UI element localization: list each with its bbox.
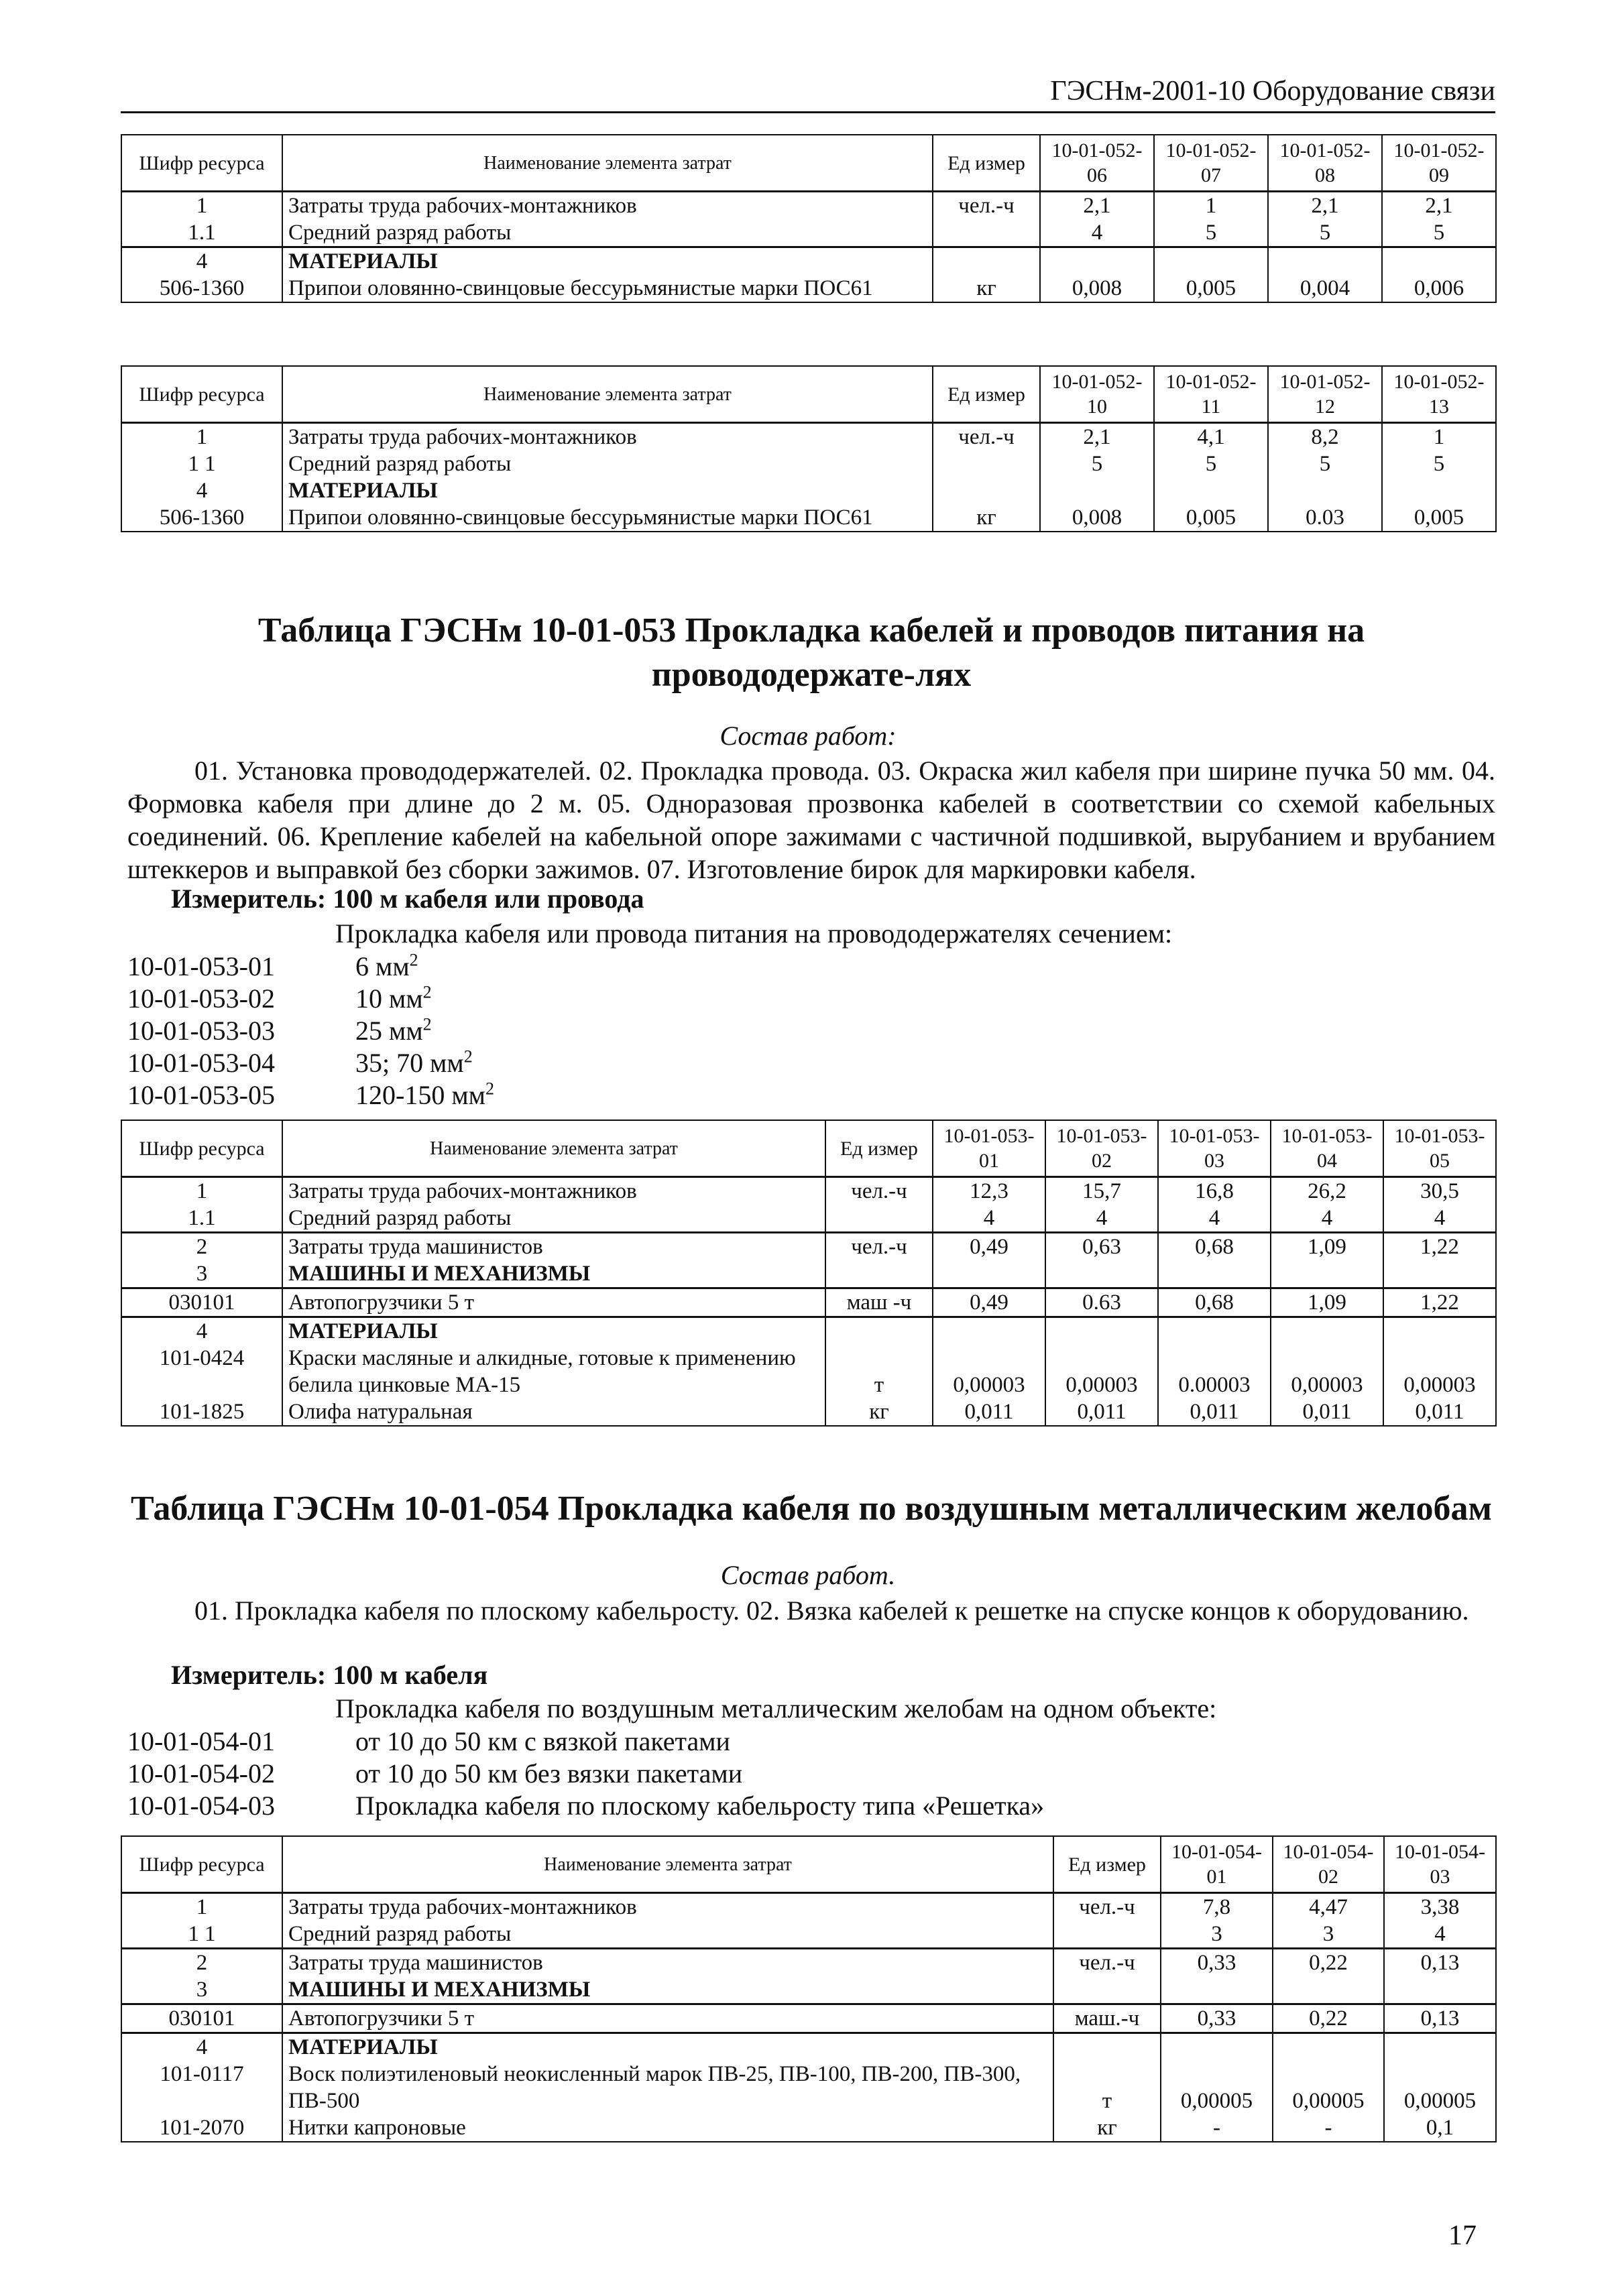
resource-code: 1 — [121, 423, 282, 451]
norm-value — [1045, 1317, 1158, 1345]
norm-value: 0,13 — [1384, 1949, 1496, 1977]
table-row — [121, 423, 1496, 451]
norm-value — [1273, 1976, 1384, 2004]
norm-value — [1158, 1317, 1271, 1345]
unit-of-measure: кг — [1053, 2114, 1161, 2142]
norm-value: 0,00003 — [1271, 1345, 1383, 1398]
table-header-row — [121, 1836, 1496, 1893]
norm-code-header: 10-01-052-08 — [1268, 135, 1382, 192]
cost-item-name: Затраты труда рабочих-монтажников — [282, 1177, 825, 1205]
norm-value: 0,011 — [933, 1398, 1045, 1426]
norm-code-header: 10-01-053-01 — [933, 1120, 1045, 1177]
variant-code: 10-01-054-03 — [127, 1791, 275, 1821]
norm-value: 1,09 — [1271, 1288, 1383, 1317]
unit-of-measure: маш.-ч — [1053, 2004, 1161, 2033]
norm-value: 0,008 — [1040, 275, 1154, 302]
resource-code: 1 1 — [121, 450, 282, 477]
norm-code-header: 10-01-054-03 — [1384, 1836, 1496, 1893]
variant-code: 10-01-053-01 — [127, 951, 275, 981]
unit-of-measure: чел.-ч — [825, 1177, 933, 1205]
table-row — [121, 1921, 1496, 1949]
column-header: Ед измер — [825, 1120, 933, 1177]
norm-value — [1268, 477, 1382, 504]
cost-item-name: Нитки капроновые — [282, 2114, 1053, 2142]
norm-code-header: 10-01-053-03 — [1158, 1120, 1271, 1177]
meter-line — [171, 1658, 487, 1692]
norm-value — [1384, 1976, 1496, 2004]
norm-value: 1,22 — [1383, 1288, 1496, 1317]
cost-item-name: Затраты труда рабочих-монтажников — [282, 1893, 1053, 1921]
table-row — [121, 2114, 1496, 2142]
norm-value — [1154, 247, 1268, 276]
column-header: Наименование элемента затрат — [282, 1120, 825, 1177]
resource-table-053 — [121, 1120, 1497, 1427]
cost-item-name: Средний разряд работы — [282, 1921, 1053, 1949]
section-heading: МАТЕРИАЛЫ — [282, 1317, 825, 1345]
variant-row — [127, 983, 494, 1015]
resource-code: 1 — [121, 192, 282, 220]
works-composition-label: Состав работ: — [719, 721, 897, 751]
table-header-row — [121, 366, 1496, 423]
norm-value: 4 — [1384, 1921, 1496, 1949]
unit-of-measure: чел.-ч — [1053, 1949, 1161, 1977]
header-rule — [121, 111, 1495, 113]
variants-list — [127, 1726, 1044, 1822]
norm-value: 0,00005 — [1161, 2061, 1273, 2114]
norm-code-header: 10-01-054-01 — [1161, 1836, 1273, 1893]
running-header: ГЭСНм-2001-10 Оборудование связи — [1050, 76, 1495, 107]
resource-code: 3 — [121, 1976, 282, 2004]
norm-code-header: 10-01-054-02 — [1273, 1836, 1384, 1893]
norm-code-header: 10-01-052-10 — [1040, 366, 1154, 423]
variant-description: 6 мм — [355, 951, 410, 981]
norm-value: 0,1 — [1384, 2114, 1496, 2142]
norm-code-header: 10-01-053-04 — [1271, 1120, 1383, 1177]
norm-value: 4 — [1045, 1205, 1158, 1233]
variant-description: от 10 до 50 км без вязки пакетами — [355, 1758, 743, 1789]
meter-line — [171, 882, 644, 916]
variant-row — [127, 1758, 1044, 1790]
variant-description: 120-150 мм — [355, 1080, 485, 1110]
unit-of-measure: т — [825, 1345, 933, 1398]
column-header: Ед измер — [933, 366, 1040, 423]
table-row — [121, 247, 1496, 276]
norm-value: 0,005 — [1382, 504, 1496, 532]
resource-table-052-10-13 — [121, 365, 1497, 532]
variant-code: 10-01-053-04 — [127, 1048, 275, 1078]
norm-value: 0.03 — [1268, 504, 1382, 532]
norm-value: 26,2 — [1271, 1177, 1383, 1205]
resource-code: 3 — [121, 1260, 282, 1288]
unit-of-measure — [825, 1317, 933, 1345]
norm-value: 5 — [1154, 219, 1268, 247]
norm-value: 0,49 — [933, 1288, 1045, 1317]
unit-of-measure — [933, 247, 1040, 276]
norm-value: 0,011 — [1045, 1398, 1158, 1426]
norm-value: 5 — [1382, 450, 1496, 477]
variants-intro: Прокладка кабеля или провода питания на провододержателях сечением: — [335, 918, 1173, 949]
norm-value: 3 — [1161, 1921, 1273, 1949]
cost-item-name: Краски масляные и алкидные, готовые к применению белила цинковые МА-15 — [282, 1345, 825, 1398]
resource-code: 2 — [121, 1949, 282, 1977]
unit-of-measure — [933, 219, 1040, 247]
section-heading: МАШИНЫ И МЕХАНИЗМЫ — [282, 1976, 1053, 2004]
cost-item-name: Затраты труда рабочих-монтажников — [282, 192, 933, 220]
variants-list — [127, 951, 494, 1111]
norm-value: 1,22 — [1383, 1233, 1496, 1261]
resource-code: 506-1360 — [121, 275, 282, 302]
norm-code-header: 10-01-052-12 — [1268, 366, 1382, 423]
norm-value — [1040, 477, 1154, 504]
resource-code: 1 — [121, 1893, 282, 1921]
norm-code-header: 10-01-052-09 — [1382, 135, 1496, 192]
unit-of-measure: кг — [933, 504, 1040, 532]
table-row — [121, 1205, 1496, 1233]
variant-code: 10-01-053-03 — [127, 1016, 275, 1046]
meter-label: Измеритель: — [171, 884, 327, 914]
table-row — [121, 1976, 1496, 2004]
norm-code-header: 10-01-052-11 — [1154, 366, 1268, 423]
table-row — [121, 1260, 1496, 1288]
norm-value: 0,005 — [1154, 504, 1268, 532]
resource-code: 1.1 — [121, 1205, 282, 1233]
norm-value: 2,1 — [1268, 192, 1382, 220]
resource-code: 1.1 — [121, 219, 282, 247]
cost-item-name: Воск полиэтиленовый неокисленный марок ПВ-25, ПВ-100, ПВ-200, ПВ-300, ПВ-500 — [282, 2061, 1053, 2114]
norm-value: 4,47 — [1273, 1893, 1384, 1921]
page-number: 17 — [1448, 2220, 1477, 2251]
norm-value: 0,13 — [1384, 2004, 1496, 2033]
resource-code: 030101 — [121, 2004, 282, 2033]
unit-of-measure: чел.-ч — [933, 192, 1040, 220]
norm-value: 8,2 — [1268, 423, 1382, 451]
unit-of-measure — [1053, 1921, 1161, 1949]
norm-value: 4 — [933, 1205, 1045, 1233]
resource-code: 4 — [121, 1317, 282, 1345]
norm-value: 0,004 — [1268, 275, 1382, 302]
variant-code: 10-01-054-01 — [127, 1726, 275, 1756]
norm-value: 0,011 — [1271, 1398, 1383, 1426]
cost-item-name: Автопогрузчики 5 т — [282, 1288, 825, 1317]
resource-code: 2 — [121, 1233, 282, 1261]
norm-value — [1384, 2033, 1496, 2061]
table-row — [121, 192, 1496, 220]
resource-code: 101-1825 — [121, 1398, 282, 1426]
norm-value: 5 — [1154, 450, 1268, 477]
norm-value: 0,49 — [933, 1233, 1045, 1261]
meter-value: 100 м кабеля или провода — [333, 884, 644, 914]
norm-value — [1268, 247, 1382, 276]
table-header-row — [121, 135, 1496, 192]
norm-value: 1 — [1382, 423, 1496, 451]
norm-value: 0,005 — [1154, 275, 1268, 302]
norm-value: 5 — [1268, 219, 1382, 247]
table-row — [121, 1177, 1496, 1205]
norm-value: 0,00005 — [1273, 2061, 1384, 2114]
norm-code-header: 10-01-052-06 — [1040, 135, 1154, 192]
unit-of-measure: чел.-ч — [825, 1233, 933, 1261]
norm-value: 0,00003 — [1045, 1345, 1158, 1398]
norm-value: 0,22 — [1273, 2004, 1384, 2033]
table-row — [121, 1345, 1496, 1398]
norm-value — [1154, 477, 1268, 504]
table-title-054: Таблица ГЭСНм 10-01-054 Прокладка кабеля по воздушным металлическим желобам — [131, 1490, 1492, 1528]
cost-item-name: Припои оловянно-свинцовые бессурьмянистые марки ПОС61 — [282, 275, 933, 302]
table-title-053: Таблица ГЭСНм 10-01-053 Прокладка кабелей и проводов питания на провододержате-лях — [257, 611, 1365, 694]
norm-code-header: 10-01-053-02 — [1045, 1120, 1158, 1177]
norm-value: 1 — [1154, 192, 1268, 220]
norm-value: 4 — [1383, 1205, 1496, 1233]
norm-code-header: 10-01-052-07 — [1154, 135, 1268, 192]
norm-value — [1382, 247, 1496, 276]
norm-value — [1161, 1976, 1273, 2004]
norm-value — [1040, 247, 1154, 276]
column-header: Шифр ресурса — [121, 366, 282, 423]
norm-value: 2,1 — [1040, 192, 1154, 220]
works-composition-label: Состав работ. — [720, 1560, 896, 1590]
variant-description: Прокладка кабеля по плоскому кабельросту типа «Решетка» — [355, 1791, 1045, 1821]
resource-code: 030101 — [121, 1288, 282, 1317]
cost-item-name: Затраты труда машинистов — [282, 1233, 825, 1261]
norm-value: 5 — [1268, 450, 1382, 477]
unit-of-measure: т — [1053, 2061, 1161, 2114]
unit-of-measure: кг — [825, 1398, 933, 1426]
norm-value: 4 — [1271, 1205, 1383, 1233]
section-heading: МАТЕРИАЛЫ — [282, 247, 933, 276]
table-row — [121, 219, 1496, 247]
superscript: 2 — [409, 950, 418, 970]
table-row — [121, 504, 1496, 532]
variant-code: 10-01-054-02 — [127, 1758, 275, 1789]
cost-item-name: Припои оловянно-свинцовые бессурьмянистые марки ПОС61 — [282, 504, 933, 532]
unit-of-measure — [933, 477, 1040, 504]
table-row — [121, 1398, 1496, 1426]
norm-value: 0.63 — [1045, 1288, 1158, 1317]
norm-value: 0,006 — [1382, 275, 1496, 302]
column-header: Ед измер — [1053, 1836, 1161, 1893]
superscript: 2 — [422, 982, 432, 1002]
column-header: Наименование элемента затрат — [282, 366, 933, 423]
cost-item-name: Средний разряд работы — [282, 219, 933, 247]
variant-description: от 10 до 50 км с вязкой пакетами — [355, 1726, 730, 1756]
norm-value: 5 — [1382, 219, 1496, 247]
meter-value: 100 м кабеля — [333, 1660, 488, 1690]
norm-value: 0,00003 — [933, 1345, 1045, 1398]
norm-value: 1,09 — [1271, 1233, 1383, 1261]
superscript: 2 — [485, 1079, 494, 1099]
resource-code: 101-2070 — [121, 2114, 282, 2142]
variant-code: 10-01-053-05 — [127, 1080, 275, 1110]
norm-value: 0,22 — [1273, 1949, 1384, 1977]
variant-row — [127, 951, 494, 983]
column-header: Шифр ресурса — [121, 135, 282, 192]
norm-value — [1158, 1260, 1271, 1288]
norm-value: 0.00003 — [1158, 1345, 1271, 1398]
section-heading: МАТЕРИАЛЫ — [282, 2033, 1053, 2061]
resource-code: 4 — [121, 247, 282, 276]
table-row — [121, 1949, 1496, 1977]
table-row — [121, 275, 1496, 302]
superscript: 2 — [422, 1014, 432, 1034]
cost-item-name: Автопогрузчики 5 т — [282, 2004, 1053, 2033]
unit-of-measure: кг — [933, 275, 1040, 302]
norm-value: 3,38 — [1384, 1893, 1496, 1921]
norm-value: 0,68 — [1158, 1233, 1271, 1261]
variants-intro: Прокладка кабеля по воздушным металлическим желобам на одном объекте: — [335, 1693, 1217, 1724]
norm-value — [1382, 477, 1496, 504]
unit-of-measure — [825, 1205, 933, 1233]
unit-of-measure — [1053, 1976, 1161, 2004]
resource-table-052-06-09 — [121, 134, 1497, 303]
norm-value: 0,33 — [1161, 2004, 1273, 2033]
unit-of-measure — [1053, 2033, 1161, 2061]
resource-code: 101-0424 — [121, 1345, 282, 1398]
norm-value — [933, 1260, 1045, 1288]
table-row — [121, 450, 1496, 477]
section-heading: МАШИНЫ И МЕХАНИЗМЫ — [282, 1260, 825, 1288]
unit-of-measure — [933, 450, 1040, 477]
variant-code: 10-01-053-02 — [127, 983, 275, 1014]
table-row — [121, 1317, 1496, 1345]
norm-value: 0,011 — [1158, 1398, 1271, 1426]
table-row — [121, 1893, 1496, 1921]
cost-item-name: Затраты труда рабочих-монтажников — [282, 423, 933, 451]
norm-value: 0,68 — [1158, 1288, 1271, 1317]
table-row — [121, 477, 1496, 504]
norm-value: 4,1 — [1154, 423, 1268, 451]
table-row — [121, 2033, 1496, 2061]
norm-value: - — [1273, 2114, 1384, 2142]
unit-of-measure: чел.-ч — [933, 423, 1040, 451]
norm-value: 16,8 — [1158, 1177, 1271, 1205]
resource-code: 506-1360 — [121, 504, 282, 532]
variant-row — [127, 1015, 494, 1047]
norm-value — [1383, 1317, 1496, 1345]
table-row — [121, 2061, 1496, 2114]
norm-value: 0,33 — [1161, 1949, 1273, 1977]
table-row — [121, 1233, 1496, 1261]
norm-value — [933, 1317, 1045, 1345]
table-row — [121, 2004, 1496, 2033]
norm-value: 0,00003 — [1383, 1345, 1496, 1398]
unit-of-measure — [825, 1260, 933, 1288]
norm-value: 2,1 — [1040, 423, 1154, 451]
norm-value: 12,3 — [933, 1177, 1045, 1205]
resource-code: 4 — [121, 2033, 282, 2061]
works-description: 01. Установка провододержателей. 02. Прокладка провода. 03. Окраска жил кабеля при ширине пучка 50 мм. 04. Формовка кабеля при длине до 2 м. 05. Одноразовая прозвонка кабелей в соответствии со схемой кабельных соединений. 06. Крепление кабелей на кабельной опоре зажимами с частичной подшивкой, вырубанием и врубанием штеккеров и выправкой без сборки зажимов. 07. Изготовление бирок для маркировки кабеля. — [127, 756, 1495, 884]
variant-description: 10 мм — [355, 983, 423, 1014]
column-header: Шифр ресурса — [121, 1836, 282, 1893]
variant-description: 35; 70 мм — [355, 1048, 464, 1078]
resource-code: 1 1 — [121, 1921, 282, 1949]
works-description: 01. Прокладка кабеля по плоскому кабельросту. 02. Вязка кабелей к решетке на спуске концов к оборудованию. — [194, 1595, 1469, 1626]
norm-value: 4 — [1158, 1205, 1271, 1233]
column-header: Ед измер — [933, 135, 1040, 192]
variant-row — [127, 1047, 494, 1079]
unit-of-measure: маш -ч — [825, 1288, 933, 1317]
norm-value: 30,5 — [1383, 1177, 1496, 1205]
norm-value — [1045, 1260, 1158, 1288]
meter-label: Измеритель: — [171, 1660, 327, 1690]
norm-value: 3 — [1273, 1921, 1384, 1949]
cost-item-name: Затраты труда машинистов — [282, 1949, 1053, 1977]
column-header: Наименование элемента затрат — [282, 1836, 1053, 1893]
norm-value: 0,63 — [1045, 1233, 1158, 1261]
norm-value — [1271, 1317, 1383, 1345]
variant-row — [127, 1726, 1044, 1758]
norm-value: 7,8 — [1161, 1893, 1273, 1921]
resource-code: 1 — [121, 1177, 282, 1205]
column-header: Наименование элемента затрат — [282, 135, 933, 192]
variant-description: 25 мм — [355, 1016, 423, 1046]
section-heading: МАТЕРИАЛЫ — [282, 477, 933, 504]
norm-value: 0,011 — [1383, 1398, 1496, 1426]
norm-value: 2,1 — [1382, 192, 1496, 220]
norm-value: 15,7 — [1045, 1177, 1158, 1205]
table-header-row — [121, 1120, 1496, 1177]
norm-value — [1161, 2033, 1273, 2061]
resource-code: 4 — [121, 477, 282, 504]
resource-table-054 — [121, 1835, 1497, 2142]
resource-code: 101-0117 — [121, 2061, 282, 2114]
norm-value: 5 — [1040, 450, 1154, 477]
norm-value: 0,00005 — [1384, 2061, 1496, 2114]
superscript: 2 — [463, 1046, 473, 1067]
cost-item-name: Средний разряд работы — [282, 1205, 825, 1233]
table-row — [121, 1288, 1496, 1317]
cost-item-name: Средний разряд работы — [282, 450, 933, 477]
norm-code-header: 10-01-053-05 — [1383, 1120, 1496, 1177]
norm-value: 0,008 — [1040, 504, 1154, 532]
norm-value — [1273, 2033, 1384, 2061]
unit-of-measure: чел.-ч — [1053, 1893, 1161, 1921]
variant-row — [127, 1079, 494, 1111]
norm-value: - — [1161, 2114, 1273, 2142]
norm-value — [1383, 1260, 1496, 1288]
column-header: Шифр ресурса — [121, 1120, 282, 1177]
cost-item-name: Олифа натуральная — [282, 1398, 825, 1426]
norm-code-header: 10-01-052-13 — [1382, 366, 1496, 423]
norm-value — [1271, 1260, 1383, 1288]
norm-value: 4 — [1040, 219, 1154, 247]
variant-row — [127, 1790, 1044, 1822]
